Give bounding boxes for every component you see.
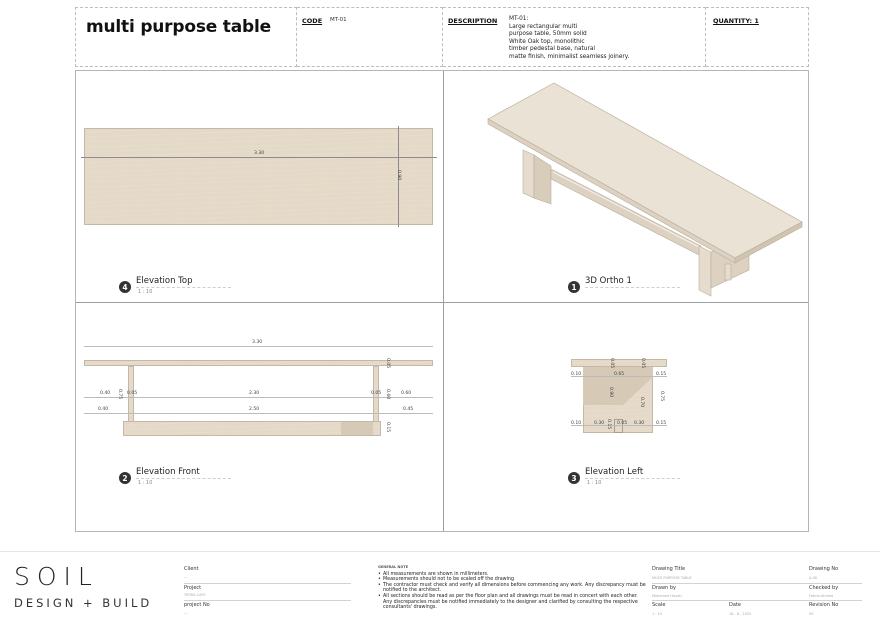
logo-sub: DESIGN + BUILD [14,596,153,610]
dim-leg-thk-right: 0.05 [371,391,382,396]
rule [184,600,351,601]
dimension-line [84,397,433,398]
view-label [568,276,680,293]
drawn-by-label: Drawn by [652,585,676,591]
description-label: DESCRIPTION [448,17,498,25]
date-label: Date [729,602,741,608]
view-number-badge: 1 [568,281,580,293]
dim-top-thk-b: 0.05 [640,358,645,369]
note-item: • Measurements should not to be scaled off the drawing [378,577,648,583]
drawing-title-label: Drawing Title [652,566,686,572]
drawn-by-value: Mohamed Hayati [652,594,682,598]
dimension-overall: 3.30 [252,340,263,345]
note-item: • The contractor must check and verify all dimensions before commencing any work. Any discrepancy must be notified to the architect. [378,583,648,594]
dimension-line [84,413,433,414]
dim-top-thk: 0.05 [385,358,390,369]
dim-right-height: 0.60 [385,389,390,400]
tabletop-side [571,359,667,367]
rule [652,600,862,601]
code-label: CODE [302,17,323,25]
view-label [568,467,680,486]
revision-label: Revision No [809,602,839,608]
description-line: MT-01: [509,16,529,22]
dim-pedestal-width: 0.65 [614,372,625,377]
quantity-cell [706,7,809,67]
date-value: 18 . 6 . 2025 [729,612,752,616]
dim-leg-height: 0.75 [117,389,122,400]
description-cell [443,7,706,67]
dimension-line [84,346,433,347]
code-value: MT-01 [330,17,347,23]
drawing-no-label: Drawing No [809,566,839,572]
project-no-label: project No [184,602,210,608]
view-scale: 1 : 10 [138,289,153,295]
description-line: timber pedestal base, natural [509,46,596,53]
dim-pedestal-height: 0.90 [608,387,613,398]
rail-end-shade [341,422,373,435]
description-line: purpose table, 50mm solid [509,31,587,38]
description-text [509,16,629,62]
checked-by-value: Fatma Ahmed [809,594,834,598]
view-number-badge: 4 [119,281,131,293]
divider-vertical [443,71,444,531]
tabletop-plan [84,128,433,225]
divider-horizontal [76,302,808,303]
note-item: • All measurements are shown in millimeters. [378,572,648,578]
quantity-label: QUANTITY: 1 [713,17,759,25]
dim-top-thk-a: 0.05 [609,358,614,369]
leg-left [128,366,134,426]
dim-base-mid: 0.05 [617,421,628,426]
view-label [119,276,231,295]
dim-span-lower: 2.50 [249,407,260,412]
drawing-title-value: MULTI PURPOSE TABLE [652,576,692,580]
logo-main: SOIL [14,562,99,591]
scale-value: 1 : 10 [652,612,663,616]
page-title: multi purpose table [86,17,271,37]
drawing-no-value: A-06 [809,576,818,580]
dimension-width: 0.90 [396,170,401,181]
view-number-badge: 2 [119,472,131,484]
view-title: 3D Ortho 1 [585,276,680,288]
scale-label: Scale [652,602,666,608]
rule [184,583,351,584]
project-label: Project [184,585,202,591]
table-3d-illustration [471,76,811,301]
code-cell [297,7,443,67]
dim-span-upper: 2.30 [249,391,260,396]
description-line: Large rectangular multi [509,23,578,30]
dim-left-overhang-upper: 0.40 [100,391,111,396]
dim-rail-height: 0.15 [385,422,390,433]
revision-value: 00 [809,612,814,616]
view-number-badge: 3 [568,472,580,484]
view-title: Elevation Front [136,467,231,479]
dim-left-overhang-top: 0.10 [571,372,582,377]
dim-right-overhang-bottom: 0.15 [656,421,667,426]
dim-right-overhang-upper: 0.60 [401,391,412,396]
description-line: White Oak top, monolithic [509,38,585,45]
title-cell [75,7,297,67]
notes-heading: GENERAL NOTE [378,565,409,569]
dim-outer-height: 0.75 [659,391,664,402]
drawing-sheet [75,70,809,532]
view-title: Elevation Left [585,467,680,479]
general-notes [378,565,648,611]
title-block-divider [0,551,880,552]
dim-inner-height: 0.70 [639,397,644,408]
dim-left-overhang-lower: 0.40 [98,407,109,412]
dim-foot-height: 0.15 [606,419,611,430]
dim-base-left: 0.30 [594,421,605,426]
tabletop-front [84,358,433,369]
dim-right-overhang-lower: 0.45 [403,407,414,412]
client-value: — [184,575,188,579]
view-scale: 1 : 10 [138,480,153,486]
rule [652,583,862,584]
note-item: • All sections should be read as per the floor plan and all drawings must be read in concert with each other. Any discrepancies must be notified immediately to the designer and clarified by consulting the respective consultants' drawings. [378,594,648,611]
dim-leg-thk-left: 0.05 [127,391,138,396]
dim-right-overhang-top: 0.15 [656,372,667,377]
dim-left-overhang-bottom: 0.10 [571,421,582,426]
checked-by-label: Checked by [809,585,839,591]
project-value: TERRA CAFE [184,593,206,597]
client-label: Client [184,566,199,572]
view-label [119,467,231,486]
view-scale: 1 : 10 [587,480,602,486]
leg-right [371,366,382,426]
description-line: matte finish, minimalist seamless joinery. [509,53,630,60]
dimension-length: 3.30 [254,151,265,156]
project-no-value: — [184,611,188,615]
view-title: Elevation Top [136,276,231,288]
dimension-line [81,157,437,158]
dim-base-right: 0.30 [634,421,645,426]
